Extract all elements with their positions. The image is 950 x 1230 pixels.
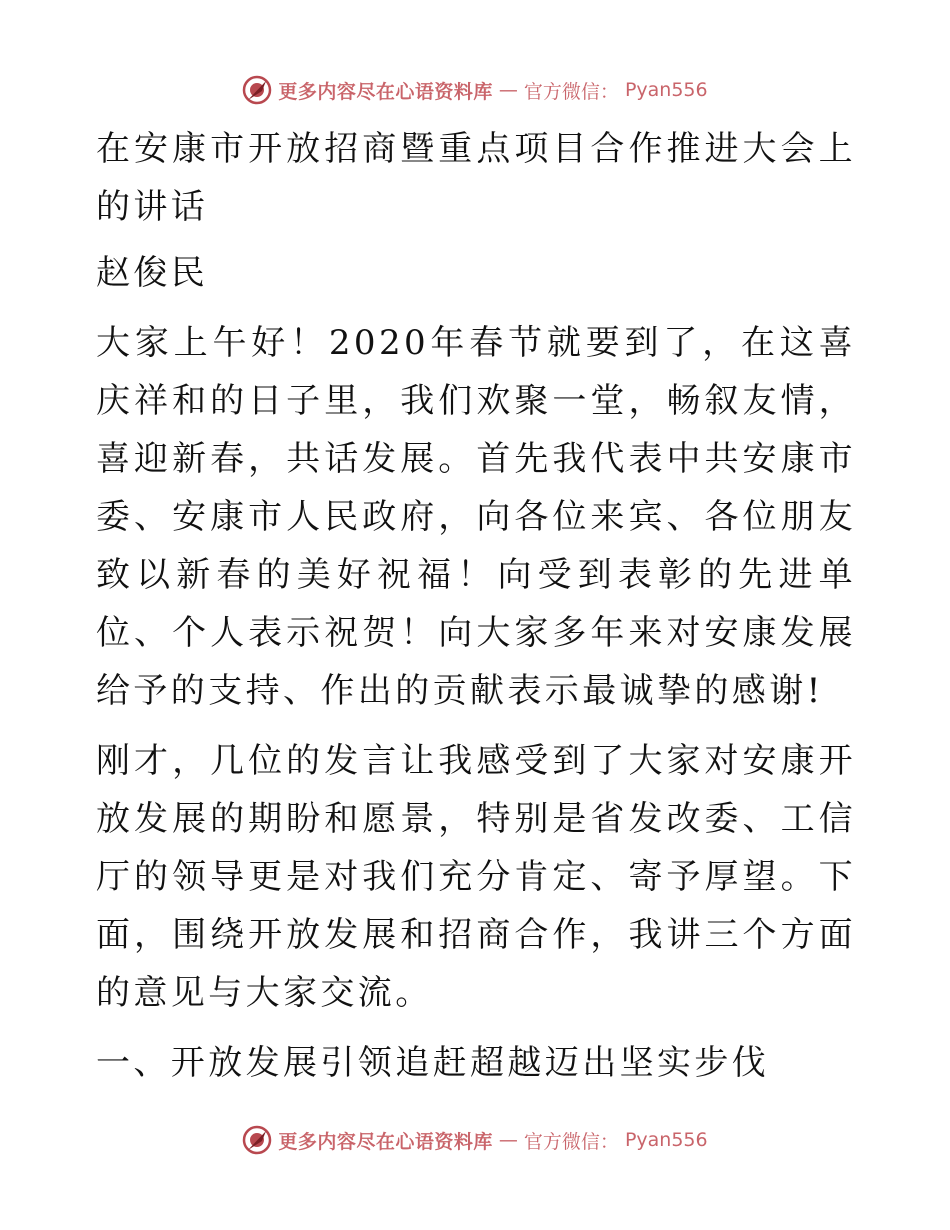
quill-logo-icon <box>242 1125 272 1155</box>
header-watermark-banner <box>0 70 950 110</box>
banner-account: Pyan556 <box>624 1129 708 1151</box>
document-title: 在安康市开放招商暨重点项目合作推进大会上的讲话 <box>96 129 856 227</box>
banner-wechat-label: 官方微信： <box>523 1130 619 1153</box>
paragraph-2: 刚才，几位的发言让我感受到了大家对安康开放发展的期盼和愿景，特别是省发改委、工信厅的领导更是对我们充分肯定、寄予厚望。下面，围绕开放发展和招商合作，我讲三个方面的意见与大家交流。 <box>96 741 856 1013</box>
document-author: 赵俊民 <box>96 253 209 293</box>
banner-wechat-label: 官方微信： <box>523 80 619 103</box>
footer-watermark-banner <box>0 1120 950 1160</box>
banner-lead-text: 更多内容尽在心语资料库 <box>278 80 493 103</box>
paragraph-1: 大家上午好！2020年春节就要到了，在这喜庆祥和的日子里，我们欢聚一堂，畅叙友情，喜迎新春，共话发展。首先我代表中共安康市委、安康市人民政府，向各位来宾、各位朋友致以新春的美好祝福！向受到表彰的先进单位、个人表示祝贺！向大家多年来对安康发展给予的支持、作出的贡献表示最诚挚的感谢! <box>96 323 856 711</box>
banner-dash: — <box>498 79 518 101</box>
document-body <box>96 120 856 1092</box>
quill-logo-icon <box>242 75 272 105</box>
section-heading: 一、开放发展引领追赶超越迈出坚实步伐 <box>96 1043 770 1083</box>
banner-lead-text: 更多内容尽在心语资料库 <box>278 1130 493 1153</box>
banner-account: Pyan556 <box>624 79 708 101</box>
banner-dash: — <box>498 1129 518 1151</box>
